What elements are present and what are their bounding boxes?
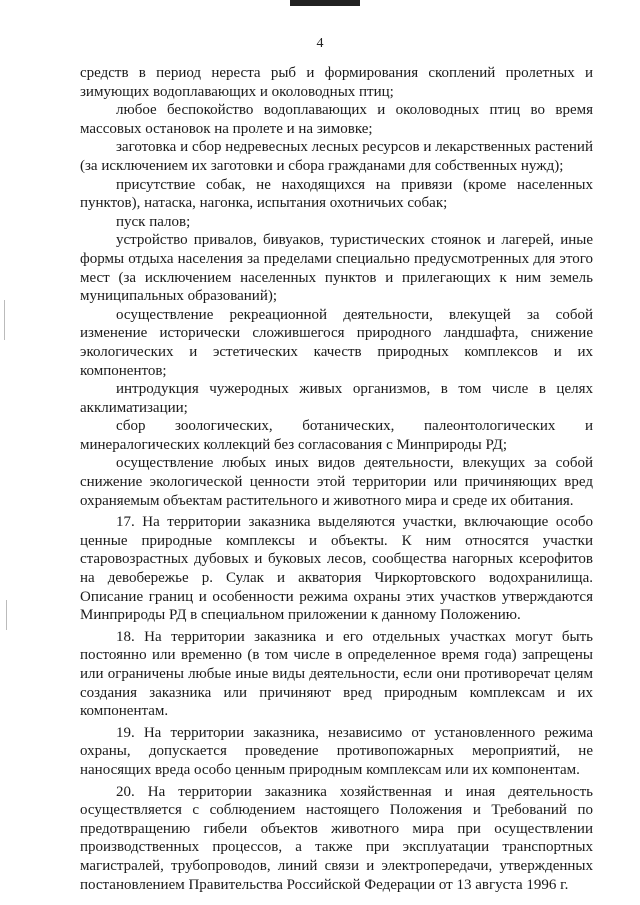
paragraph-20: 20. На территории заказника хозяйственная и иная деятельность осуществляется с соблюдением настоящего Положения и Требований по предотвращению гибели объектов животного мира при осуществлении производственных процессов, а также при эксплуатации транспортных магистралей, трубопроводов, линий связи и электропередачи, утвержденных постановлением Правительства Российской Федерации от 13 августа 1996 г.	[80, 783, 593, 893]
paragraph-19: 19. На территории заказника, независимо от установленного режима охраны, допускается проведение противопожарных мероприятий, не наносящих вреда особо ценным природным комплексам или их компонентам.	[80, 724, 593, 778]
paragraph: заготовка и сбор недревесных лесных ресурсов и лекарственных растений (за исключением их заготовки и сбора гражданами для собственных нужд);	[80, 139, 593, 174]
paragraph: средств в период нереста рыб и формирования скоплений пролетных и зимующих водоплавающих и околоводных птиц;	[80, 65, 593, 100]
paragraph: осуществление любых иных видов деятельности, влекущих за собой снижение экологической ценности этой территории или причиняющих вред охраняемым объектам растительного и животного мира и среде их обитания.	[80, 455, 593, 509]
page-number: 4	[316, 36, 324, 51]
scan-edge-mark	[290, 0, 360, 6]
paragraph: пуск палов;	[116, 213, 191, 230]
paragraph-18: 18. На территории заказника и его отдельных участках могут быть постоянно или временно (в том числе в определенное время года) запрещены или ограничены любые иные виды деятельности, если они противоречат целям создания заказника или причиняют вред природным комплексам и их компонентам.	[80, 628, 593, 720]
paragraph: сбор зоологических, ботанических, палеонтологических и минералогических коллекций без согласования с Минприроды РД;	[80, 418, 593, 453]
paragraph-17: 17. На территории заказника выделяются участки, включающие особо ценные природные комплексы и объекты. К ним относятся участки старовозрастных дубовых и буковых лесов, сообщества нагорных ксерофитов на девобережье р. Сулак и акватория Чиркортовского водохранилища. Описание границ и особенности режима охраны этих участков утверждаются Минприроды РД в специальном приложении к данному Положению.	[80, 514, 593, 624]
paragraph: любое беспокойство водоплавающих и околоводных птиц во время массовых остановок на пролете и на зимовке;	[80, 102, 593, 137]
scan-margin-mark	[4, 300, 5, 340]
scan-margin-mark	[6, 600, 7, 630]
paragraph: интродукция чужеродных живых организмов, в том числе в целях акклиматизации;	[80, 381, 593, 416]
document-body	[80, 64, 593, 894]
paragraph: осуществление рекреационной деятельности, влекущей за собой изменение исторически сложившегося природного ландшафта, снижение экологических и эстетических качеств природных комплексов и их компонентов;	[80, 306, 593, 379]
paragraph: устройство привалов, бивуаков, туристических стоянок и лагерей, иные формы отдыха населения за пределами специально предусмотренных для этого мест (за исключением населенных пунктов и прилегающих к ним земель муниципальных образований);	[80, 232, 593, 305]
paragraph: присутствие собак, не находящихся на привязи (кроме населенных пунктов), натаска, нагонка, испытания охотничьих собак;	[80, 176, 593, 212]
